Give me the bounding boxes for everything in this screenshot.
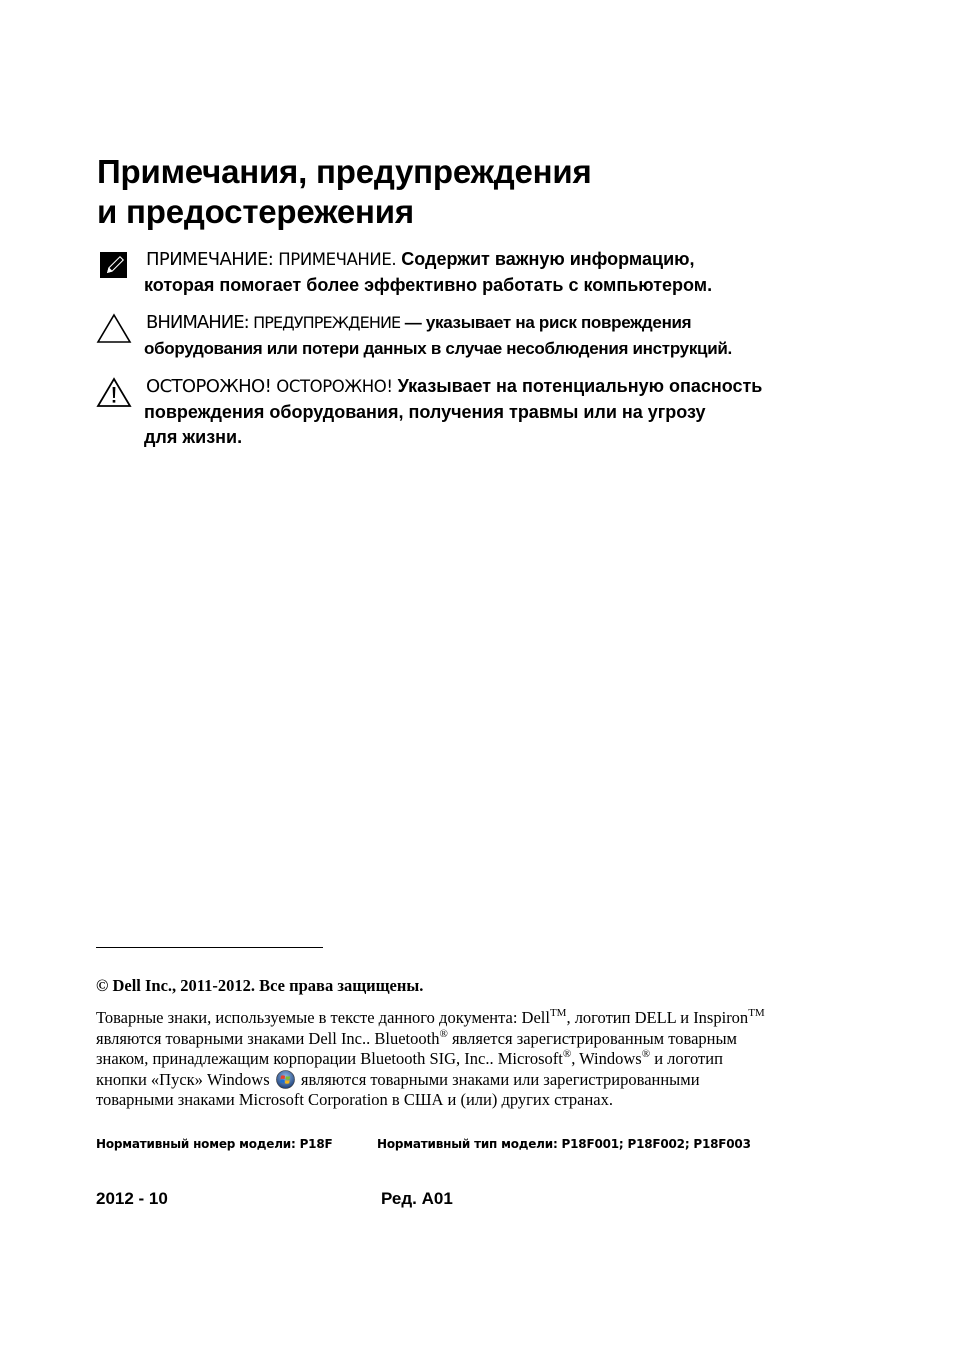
caution-line-2: оборудования или потери данных в случае несоблюдения инструкций. [144,338,732,358]
trademark-symbol: TM [549,1007,567,1019]
windows-start-logo-icon [276,1070,295,1089]
warning-line-1: Указывает на потенциальную опасность [397,376,763,396]
trademarks-text: , Windows [571,1049,642,1068]
warning-exclamation-triangle-icon [96,376,132,408]
trademarks-text: является зарегистрированным товарным [447,1028,737,1048]
note-line-1: Содержит важную информацию, [401,249,695,269]
warning-block [96,374,856,451]
trademarks-line-4 [96,1070,836,1091]
trademarks-paragraph [96,1008,836,1111]
registered-symbol: ® [439,1027,448,1040]
copyright-notice: © Dell Inc., 2011-2012. Все права защищены. [96,976,424,995]
trademarks-text: являются товарными знаками или зарегистрированными [300,1069,700,1089]
trademarks-text: , логотип DELL и Inspiron [566,1008,749,1027]
warning-line-2: повреждения оборудования, получения травмы или на угрозу [144,401,706,422]
page-title-line-2: и предостережения [97,193,414,230]
registered-symbol: ® [641,1048,651,1060]
page-title [97,152,592,232]
trademarks-text: и логотип [650,1049,723,1068]
pencil-note-icon [96,249,132,281]
note-block [96,247,856,298]
registered-symbol: ® [562,1048,572,1060]
trademarks-line-1 [96,1008,836,1029]
regulatory-model-number: Нормативный номер модели: P18F [96,1137,333,1151]
caution-term: ПРЕДУПРЕЖДЕНИЕ [253,313,401,332]
regulatory-model-type: Нормативный тип модели: P18F001; P18F002; P18F003 [377,1137,751,1151]
caution-line-1: — указывает на риск повреждения [404,313,692,332]
warning-term: ОСТОРОЖНО! [276,377,393,396]
publication-date: 2012 - 10 [96,1189,168,1208]
trademarks-line-3 [96,1049,836,1070]
note-line-2: которая помогает более эффективно работать с компьютером. [144,274,713,295]
caution-label: ВНИМАНИЕ: [146,312,249,333]
caution-triangle-icon [96,312,132,344]
note-term: ПРИМЕЧАНИЕ. [278,250,397,269]
trademarks-line-5: товарными знаками Microsoft Corporation в США и (или) других странах. [96,1090,613,1109]
caution-text [146,310,856,361]
page-title-line-1: Примечания, предупреждения [97,153,592,190]
note-text [146,247,856,298]
trademarks-line-2 [96,1029,836,1050]
caution-block [96,310,856,361]
trademark-symbol: TM [748,1007,765,1019]
warning-text [146,374,856,451]
trademarks-text: Товарные знаки, используемые в тексте данного документа: Dell [96,1008,550,1027]
note-label: ПРИМЕЧАНИЕ: [146,249,274,270]
warning-line-3: для жизни. [144,427,243,447]
trademarks-text: кнопки «Пуск» Windows [96,1069,270,1089]
revision-number: Ред. A01 [381,1189,453,1208]
footnote-divider [96,947,323,948]
trademarks-text: знаком, принадлежащим корпорации Bluetooth SIG, Inc.. Microsoft [96,1049,563,1068]
trademarks-text: являются товарными знаками Dell Inc.. Bluetooth [96,1028,440,1048]
warning-label: ОСТОРОЖНО! [146,376,272,397]
